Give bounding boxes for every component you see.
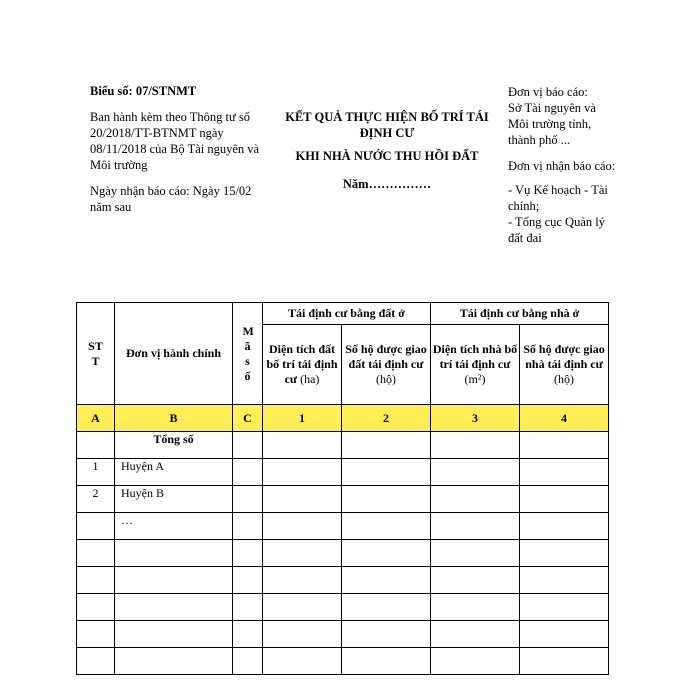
reporting-unit-value: Sở Tài nguyên và Môi trường tỉnh, thành phố ... [508, 101, 596, 147]
left-info [90, 109, 270, 225]
stt-cell [77, 567, 115, 594]
table-row [77, 513, 609, 540]
value-cell [263, 486, 342, 513]
value-cell [342, 432, 431, 459]
title-year: Năm…………… [342, 177, 432, 191]
reporting-unit-label: Đơn vị báo cáo: [508, 85, 588, 99]
table-row [77, 648, 609, 675]
value-cell [342, 621, 431, 648]
header-stt: STT [77, 303, 115, 405]
code-value-cell [233, 513, 263, 540]
stt-cell [77, 648, 115, 675]
unit-name-cell: Huyện A [115, 459, 233, 486]
receiving-unit-item-2: - Tổng cục Quản lý đất đai [508, 215, 605, 245]
code-cell: C [233, 405, 263, 432]
code-cell: 2 [342, 405, 431, 432]
code-cell: 1 [263, 405, 342, 432]
value-cell [431, 648, 520, 675]
unit-name-cell [115, 540, 233, 567]
title-line1: KẾT QUẢ THỰC HIỆN BỐ TRÍ TÁI ĐỊNH CƯ [285, 110, 489, 140]
receive-date-text: Ngày nhận báo cáo: Ngày 15/02 năm sau [90, 184, 252, 214]
report-table [76, 302, 609, 675]
code-cell: B [115, 405, 233, 432]
table-row [77, 432, 609, 459]
code-row [77, 405, 609, 432]
value-cell [431, 486, 520, 513]
header-col3: Diện tích nhà bố trí tái định cư (m²) [431, 325, 520, 405]
unit-name-cell [115, 621, 233, 648]
code-value-cell [233, 486, 263, 513]
value-cell [431, 594, 520, 621]
value-cell [431, 621, 520, 648]
value-cell [263, 540, 342, 567]
value-cell [520, 432, 609, 459]
value-cell [342, 459, 431, 486]
value-cell [342, 648, 431, 675]
value-cell [342, 513, 431, 540]
value-cell [431, 540, 520, 567]
value-cell [263, 567, 342, 594]
code-value-cell [233, 648, 263, 675]
stt-cell [77, 594, 115, 621]
value-cell [263, 648, 342, 675]
table-row [77, 567, 609, 594]
header-group-land: Tái định cư bằng đất ở [263, 303, 431, 325]
code-value-cell [233, 594, 263, 621]
value-cell [520, 513, 609, 540]
header-group-house: Tái định cư bằng nhà ở [431, 303, 609, 325]
value-cell [520, 594, 609, 621]
header-code: Mã số [233, 303, 263, 405]
form-number: Biểu số: 07/STNMT [90, 84, 197, 98]
header-col2: Số hộ được giao đất tái định cư (hộ) [342, 325, 431, 405]
table-row [77, 486, 609, 513]
value-cell [263, 594, 342, 621]
unit-name-cell: … [115, 513, 233, 540]
stt-cell [77, 513, 115, 540]
value-cell [342, 540, 431, 567]
value-cell [431, 513, 520, 540]
issued-with-text: Ban hành kèm theo Thông tư số 20/2018/TT-BTNMT ngày 08/11/2018 của Bộ Tài nguyên và Môi trường [90, 110, 260, 172]
value-cell [520, 621, 609, 648]
value-cell [520, 648, 609, 675]
value-cell [431, 459, 520, 486]
right-info [508, 84, 618, 246]
value-cell [520, 567, 609, 594]
value-cell [520, 486, 609, 513]
header-unit: Đơn vị hành chính [115, 303, 233, 405]
stt-cell [77, 432, 115, 459]
receiving-unit-label: Đơn vị nhận báo cáo: [508, 159, 616, 173]
unit-name-cell [115, 648, 233, 675]
value-cell [263, 459, 342, 486]
code-cell: 4 [520, 405, 609, 432]
table-row [77, 621, 609, 648]
code-cell: 3 [431, 405, 520, 432]
code-value-cell [233, 621, 263, 648]
code-value-cell [233, 567, 263, 594]
table-row [77, 459, 609, 486]
value-cell [263, 621, 342, 648]
value-cell [342, 567, 431, 594]
value-cell [342, 486, 431, 513]
value-cell [263, 513, 342, 540]
value-cell [431, 432, 520, 459]
code-value-cell [233, 459, 263, 486]
code-value-cell [233, 432, 263, 459]
report-title [278, 109, 496, 192]
receiving-unit-item-1: - Vụ Kế hoạch - Tài chính; [508, 183, 608, 213]
table-row [77, 540, 609, 567]
unit-name-cell [115, 594, 233, 621]
stt-cell [77, 540, 115, 567]
header-col4: Số hộ được giao nhà tái định cư (hộ) [520, 325, 609, 405]
value-cell [520, 459, 609, 486]
value-cell [342, 594, 431, 621]
value-cell [431, 567, 520, 594]
header-col1: Diện tích đất bố trí tái định cư (ha) [263, 325, 342, 405]
title-line2: KHI NHÀ NƯỚC THU HỒI ĐẤT [295, 149, 479, 163]
code-cell: A [77, 405, 115, 432]
value-cell [263, 432, 342, 459]
unit-name-cell [115, 567, 233, 594]
unit-name-cell: Huyện B [115, 486, 233, 513]
value-cell [520, 540, 609, 567]
stt-cell: 2 [77, 486, 115, 513]
table-row [77, 594, 609, 621]
stt-cell [77, 621, 115, 648]
stt-cell: 1 [77, 459, 115, 486]
unit-name-cell: Tổng số [115, 432, 233, 459]
code-value-cell [233, 540, 263, 567]
